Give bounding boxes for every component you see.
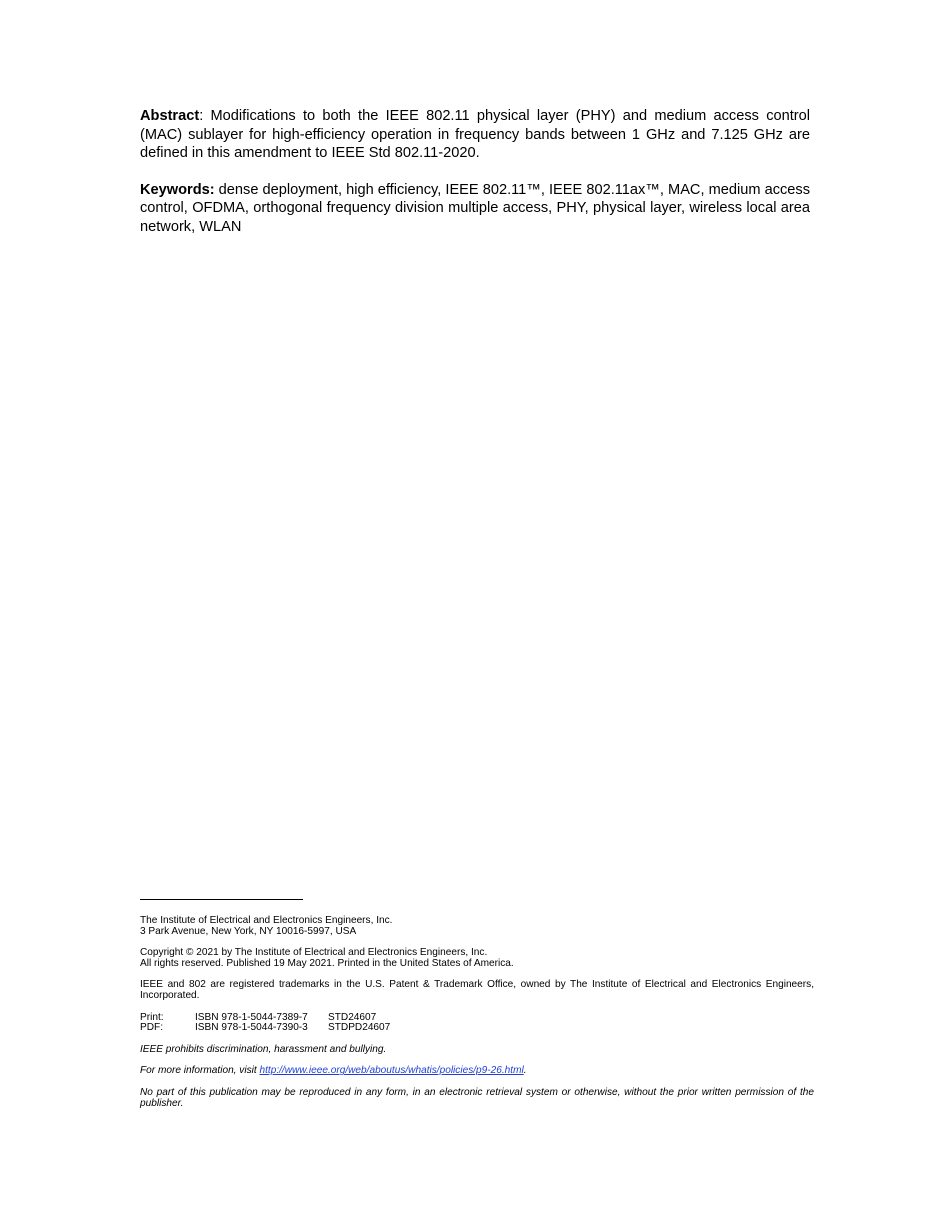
abstract-heading: Abstract [140, 108, 200, 124]
abstract-text: : Modifications to both the IEEE 802.11 physical layer (PHY) and medium access control (MAC) sublayer for high-efficiency operation in frequency bands between 1 GHz and 7.125 GHz are defined in this amendment to IEEE Std 802.11-2020. [140, 108, 810, 162]
keywords-paragraph [140, 181, 810, 237]
more-info-prefix: For more information, visit [140, 1065, 260, 1077]
isbn-list [140, 1013, 814, 1034]
rights-line: All rights reserved. Published 19 May 2021. Printed in the United States of America. [140, 957, 514, 969]
policy-statement: IEEE prohibits discrimination, harassment and bullying. [140, 1043, 387, 1055]
trademark-notice: IEEE and 802 are registered trademarks in the U.S. Patent & Trademark Office, owned by The Institute of Electrical and Electronics Engineers, Incorporated. [140, 979, 814, 1001]
keywords-text: dense deployment, high efficiency, IEEE 802.11™, IEEE 802.11ax™, MAC, medium access control, OFDMA, orthogonal frequency division multiple access, PHY, physical layer, wireless local area network, WLAN [140, 181, 810, 235]
isbn-number: ISBN 978-1-5044-7390-3 [195, 1022, 308, 1034]
keywords-heading: Keywords: [140, 181, 215, 198]
publisher-name: The Institute of Electrical and Electronics Engineers, Inc. [140, 915, 393, 926]
publisher-info [140, 916, 814, 937]
isbn-row-pdf [140, 1023, 814, 1034]
reproduction-notice: No part of this publication may be reproduced in any form, in an electronic retrieval system or otherwise, without the prior written permission of the publisher. [140, 1086, 814, 1109]
more-info-suffix: . [523, 1065, 527, 1077]
footer [140, 899, 814, 1120]
footer-divider [140, 899, 303, 900]
publisher-address: 3 Park Avenue, New York, NY 10016-5997, USA [140, 925, 357, 937]
copyright-info [140, 948, 814, 969]
isbn-label: PDF: [140, 1022, 163, 1034]
main-content [140, 107, 810, 237]
more-info [140, 1066, 814, 1077]
isbn-code: STDPD24607 [328, 1022, 391, 1034]
abstract-paragraph [140, 107, 810, 163]
copyright-line: Copyright © 2021 by The Institute of Electrical and Electronics Engineers, Inc. [140, 947, 488, 959]
policy-link[interactable]: http://www.ieee.org/web/aboutus/whatis/policies/p9-26.html [259, 1065, 524, 1077]
isbn-number: ISBN 978-1-5044-7389-7 [195, 1011, 308, 1023]
isbn-label: Print: [140, 1011, 164, 1023]
isbn-code: STD24607 [328, 1011, 377, 1023]
